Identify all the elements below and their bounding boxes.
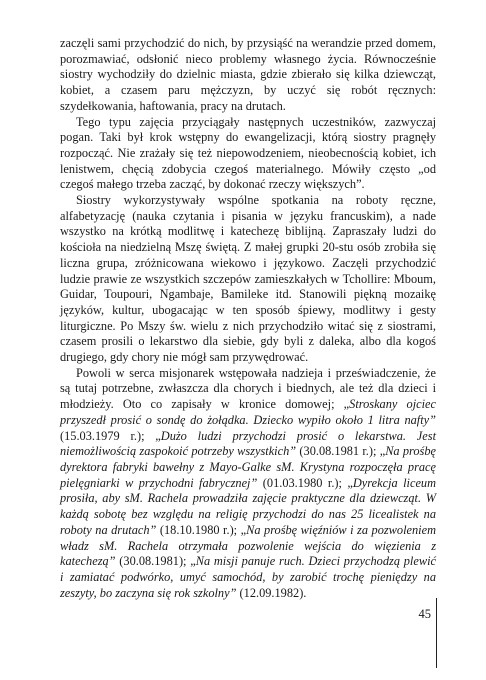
page-number-rule (436, 598, 437, 668)
paragraph (60, 36, 436, 115)
text-run: Siostry wykorzystywały wspólne spotkania na roboty ręczne, alfabetyzację (nauka czytania i pisania w języku francuskim), a nade wszystko na krótką modlitwę i katechezę biblijną. Zapraszały ludzi do kościoła na niedzielną Mszę świętą. Z małej grupki 20-stu osób zrobiła się liczna grupa, zróżnicowana wiekowo i językowo. Zaczęli przychodzić ludzie prawie ze wszystkich szczepów zamieszkałych w Tchollire: Mboum, Guidar, Toupouri, Ngambaje, Bamileke itd. Stanowili piękną mozaikę języków, kultur, ubogacając w ten sposób śpiewy, modlitwy i gesty liturgiczne. Po Mszy św. wielu z nich przychodziło witać się z siostrami, czasem prosili o lekarstwo dla siebie, gdy byli z daleka, albo dla kogoś drugiego, gdy chory nie mógł sam przywędrować. (60, 193, 436, 365)
italic-quote: Na prośbę więźniów i za pozwoleniem władz sM. Rachela otrzymała pozwolenie wejścia do więzienia z katechezą” (60, 522, 436, 569)
body-text (60, 36, 436, 601)
text-run: (01.03.1980 r.); „ (257, 475, 353, 490)
text-run: (30.08.1981); „ (115, 554, 196, 569)
text-run: (30.08.1981 r.); „ (296, 444, 386, 459)
text-run: (15.03.1979 r.); „ (60, 428, 161, 443)
paragraph (60, 366, 436, 602)
italic-quote: Dużo ludzi przychodzi prosić o lekarstwa. Jest niemożliwością zaspokoić potrzeby wszystkich” (60, 428, 436, 459)
page-number: 45 (418, 607, 431, 621)
text-run: Powoli w serca misjonarek wstępowała nadzieja i przeświadczenie, że są tutaj potrzebne, zwłaszcza dla chorych i biednych, ale też dla dzieci i młodzieży. Oto co zapisały w kronice domowej; „ (60, 365, 436, 412)
paragraph (60, 115, 436, 194)
text-run: (12.09.1982). (236, 585, 307, 600)
text-run: Tego typu zajęcia przyciągały następnych uczestników, zazwyczaj pogan. Taki był krok wstępny do ewangelizacji, którą siostry pragnęły rozpocząć. Nie zrażały się też niepowodzeniem, nieobecnością kobiet, ich lenistwem, chęcią zdobycia czegoś materialnego. Mówiły często „od czegoś małego trzeba zacząć, by dokonać rzeczy większych”. (60, 114, 436, 192)
paragraph (60, 193, 436, 366)
italic-quote: Stroskany ojciec przyszedł prosić o sondę do żołądka. Dziecko wypiło około 1 litra nafty” (60, 397, 436, 427)
italic-quote: Na prośbę dyrektora fabryki bawełny z Mayo-Galke sM. Krystyna rozpoczęła pracę pielęgniarki w przychodni fabrycznej” (60, 444, 437, 490)
italic-quote: Dyrekcja liceum prosiła, aby sM. Rachela prowadziła zajęcie praktyczne dla dziewcząt. W każdą sobotę bez względu na religię przychodzi do nas 25 licealistek na roboty na drutach” (60, 475, 437, 537)
italic-quote: Na misji panuje ruch. Dzieci przychodzą plewić i zamiatać podwórko, umyć samochód, by zarobić trochę pieniędzy na zeszyty, bo zaczyna się rok szkolny” (60, 554, 436, 600)
text-run: (18.10.1980 r.); „ (156, 522, 247, 537)
text-run: zaczęli sami przychodzić do nich, by przysiąść na werandzie przed domem, porozmawiać, odsłonić nieco problemy własnego życia. Równocześnie siostry wychodziły do dzielnic miasta, gdzie zbierało się kilka dziewcząt, kobiet, a czasem paru mężczyzn, by uczyć się robót ręcznych: szydełkowania, haftowania, pracy na drutach. (60, 36, 436, 113)
